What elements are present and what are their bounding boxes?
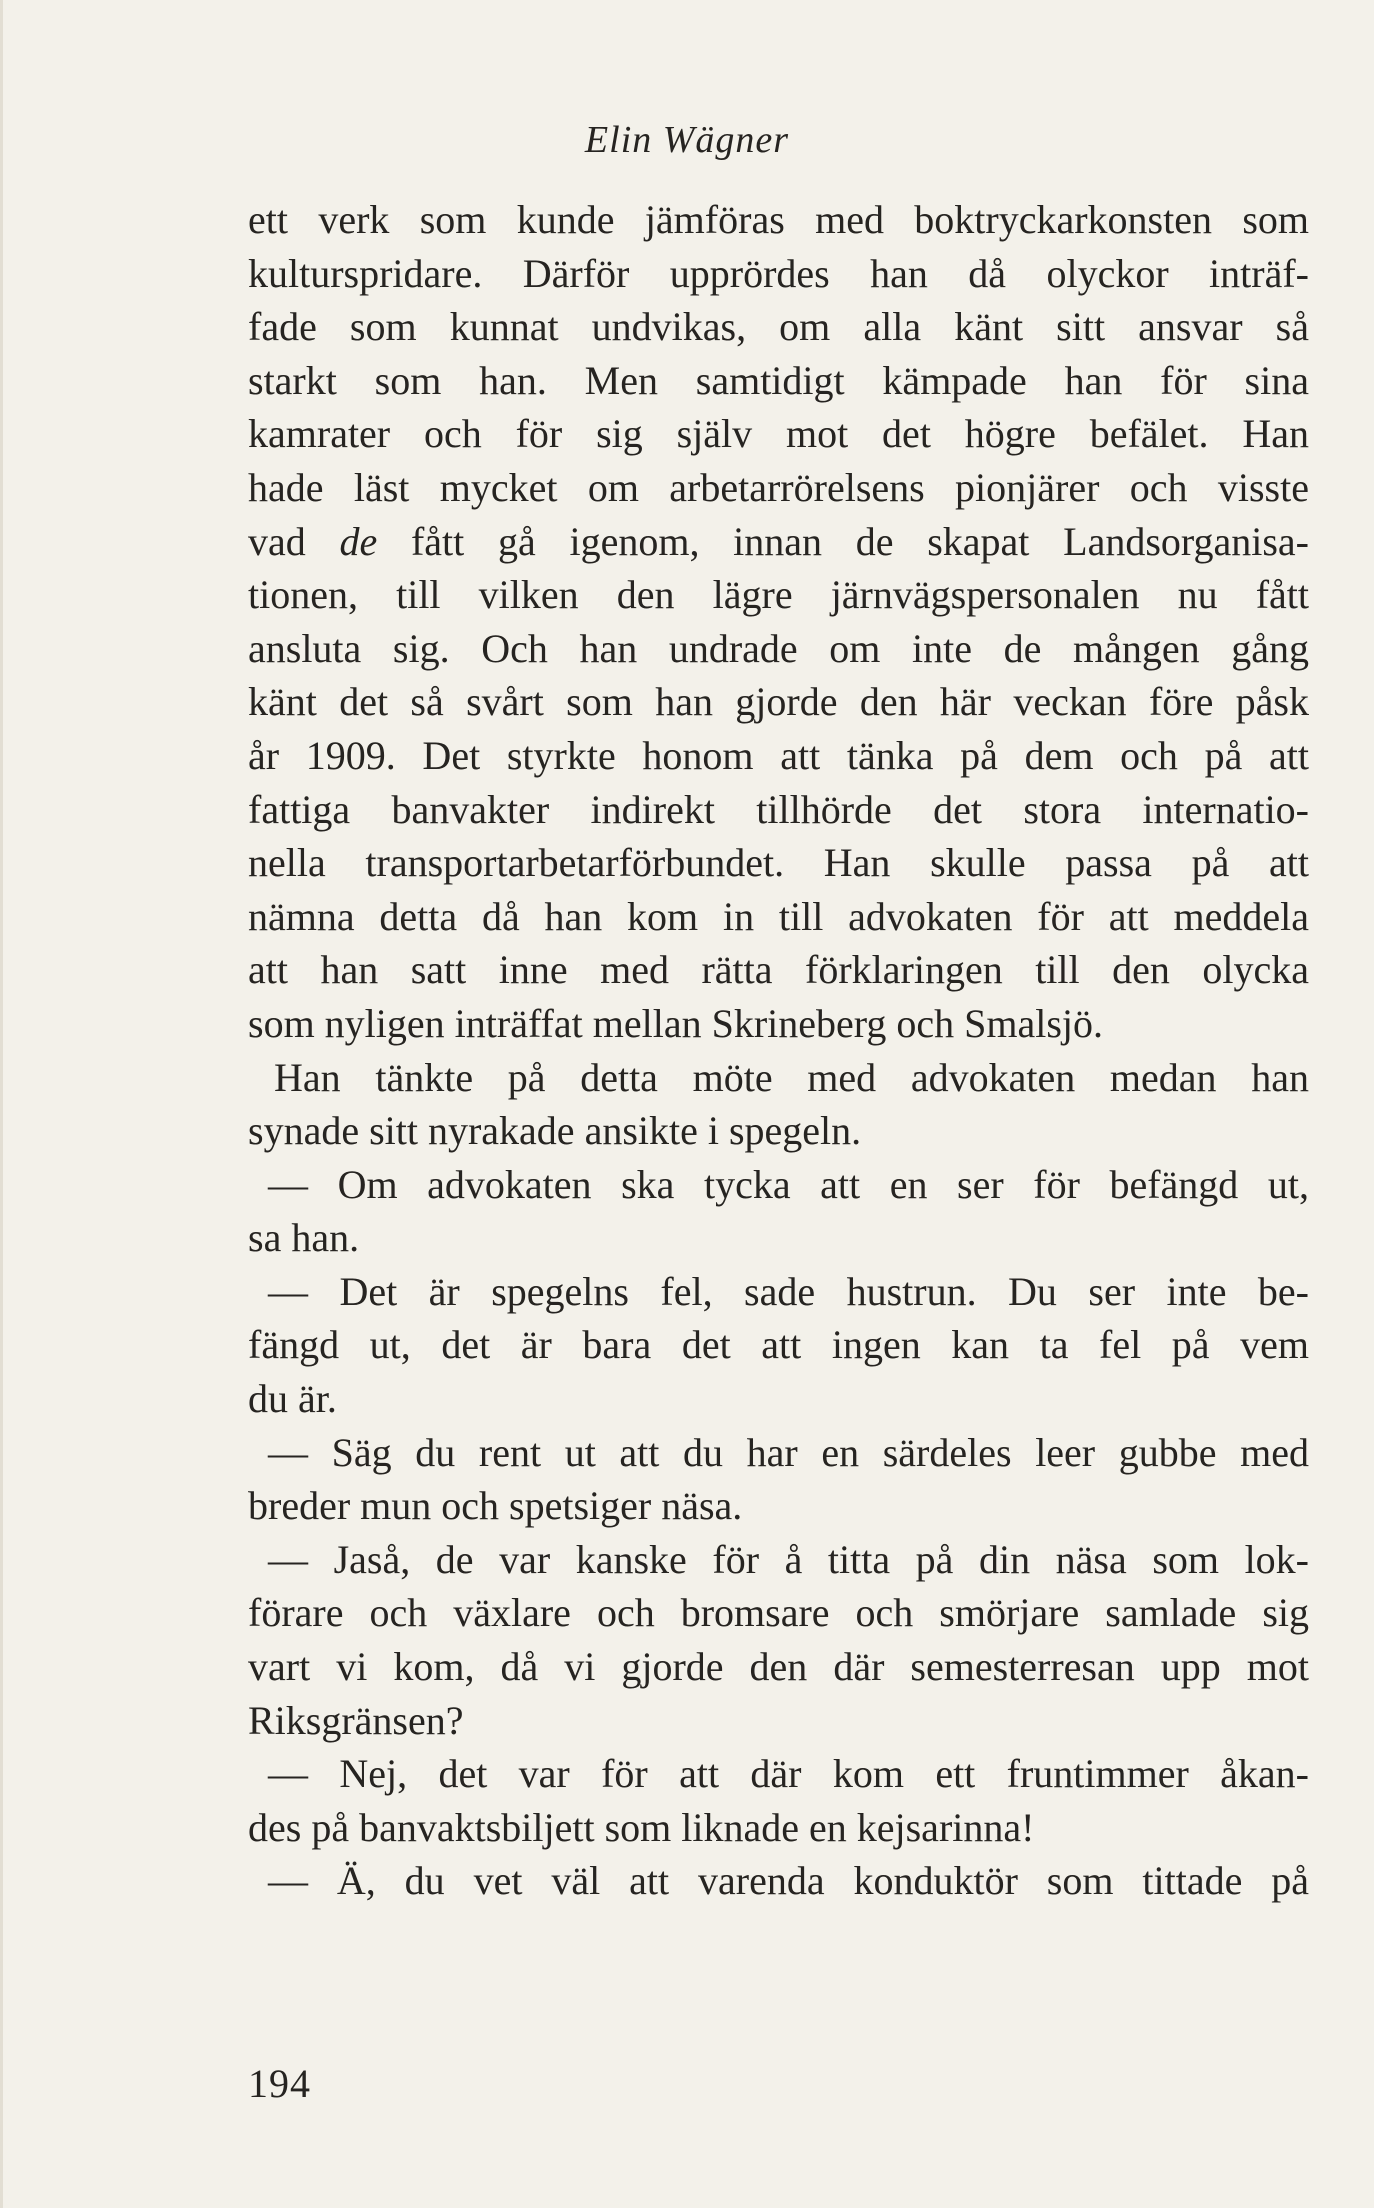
dialogue-line: — Säg du rent ut att du har en särdeles leer gubbe med: [268, 1429, 1309, 1475]
page-number: 194: [248, 2061, 311, 2106]
text-line: synade sitt nyrakade ansikte i spegeln.: [248, 1108, 862, 1154]
text-line: känt det så svårt som han gjorde den här veckan före påsk: [248, 679, 1309, 725]
text-line: du är.: [248, 1376, 337, 1422]
text-line: Han tänkte på detta möte med advokaten medan han: [274, 1054, 1309, 1100]
text-line: sa han.: [248, 1215, 360, 1261]
text-line: förare och växlare och bromsare och smörjare samlade sig: [248, 1590, 1309, 1636]
text-line: hade läst mycket om arbetarrörelsens pionjärer och visste: [248, 464, 1309, 510]
text-line: kulturspridare. Därför upprördes han då olyckor inträf-: [248, 250, 1309, 296]
text-fragment: fått gå igenom, innan de skapat Landsorganisa-: [377, 518, 1309, 564]
text-line: att han satt inne med rätta förklaringen till den olycka: [248, 947, 1309, 993]
text-fragment: vad: [248, 518, 340, 564]
text-line: [248, 515, 1309, 569]
dialogue-line: — Det är spegelns fel, sade hustrun. Du ser inte be-: [268, 1268, 1309, 1314]
text-line: breder mun och spetsiger näsa.: [248, 1483, 743, 1529]
dialogue-line: — Nej, det var för att där kom ett fruntimmer åkan-: [268, 1751, 1309, 1797]
text-line: fade som kunnat undvikas, om alla känt sitt ansvar så: [248, 304, 1309, 350]
text-line: år 1909. Det styrkte honom att tänka på dem och på att: [248, 732, 1309, 778]
dialogue-line: — Ä, du vet väl att varenda konduktör som tittade på: [268, 1858, 1309, 1904]
text-line: kamrater och för sig själv mot det högre befälet. Han: [248, 411, 1309, 457]
dialogue-line: — Jaså, de var kanske för å titta på din näsa som lok-: [268, 1536, 1309, 1582]
text-line: nella transportarbetarförbundet. Han skulle passa på att: [248, 840, 1309, 886]
dialogue-line: — Om advokaten ska tycka att en ser för befängd ut,: [268, 1161, 1309, 1207]
text-line: nämna detta då han kom in till advokaten för att meddela: [248, 893, 1309, 939]
emphasized-word: de: [339, 518, 378, 564]
text-line: starkt som han. Men samtidigt kämpade han för sina: [248, 357, 1309, 403]
text-line: fängd ut, det är bara det att ingen kan ta fel på vem: [248, 1322, 1309, 1368]
running-head: Elin Wägner: [584, 119, 790, 161]
text-line: ett verk som kunde jämföras med boktryckarkonsten som: [248, 197, 1309, 242]
text-line: fattiga banvakter indirekt tillhörde det stora internatio-: [248, 786, 1309, 832]
text-line: Riksgränsen?: [248, 1697, 464, 1743]
text-line: des på banvaktsbiljett som liknade en kejsarinna!: [248, 1804, 1035, 1850]
body-text: [248, 193, 1309, 1908]
text-line: tionen, till vilken den lägre järnvägspersonalen nu fått: [248, 572, 1309, 618]
text-line: ansluta sig. Och han undrade om inte de mången gång: [248, 625, 1309, 671]
text-line: som nyligen inträffat mellan Skrineberg och Smalsjö.: [248, 1000, 1104, 1046]
text-line: vart vi kom, då vi gjorde den där semesterresan upp mot: [248, 1644, 1309, 1690]
